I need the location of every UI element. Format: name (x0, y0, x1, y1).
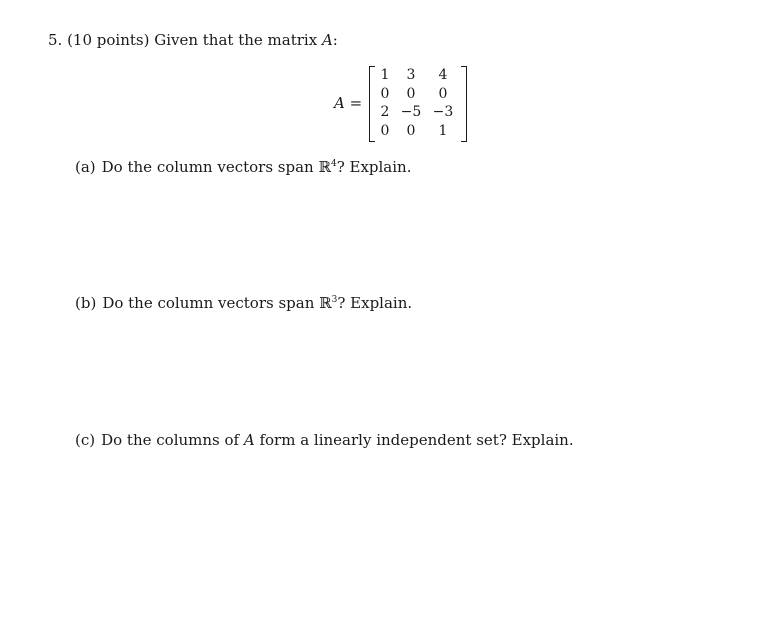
part-a-question (75, 158, 411, 176)
matrix-cell: −5 (400, 104, 422, 120)
problem-header (48, 31, 338, 49)
part-b-text: Do the column vectors span ℝ (102, 294, 332, 312)
matrix-row (376, 103, 458, 122)
part-c-text: Do the columns of (101, 431, 244, 449)
matrix-label (334, 94, 362, 112)
part-c-matrix-variable: A (243, 431, 255, 449)
matrix-cell: 0 (380, 85, 390, 102)
part-b-exponent: 3 (331, 295, 338, 305)
matrix-cell: 1 (380, 67, 390, 83)
matrix-cell: 0 (406, 122, 416, 139)
matrix-left-bracket (369, 66, 375, 142)
matrix-cell: 0 (406, 85, 416, 102)
matrix-cell: 0 (380, 122, 390, 139)
part-c-question (75, 431, 574, 449)
part-c-text-end: form a linearly independent set? Explain. (254, 431, 574, 449)
part-a-text: Do the column vectors span ℝ (101, 158, 331, 176)
header-matrix-variable: A (321, 31, 333, 49)
matrix-cell: −3 (432, 104, 454, 120)
matrix-right-bracket (461, 66, 467, 142)
part-b-question (75, 294, 412, 312)
matrix-cell: 2 (380, 104, 390, 120)
part-b-label: (b) (75, 294, 97, 312)
matrix-equation (334, 64, 474, 142)
matrix-cell: 1 (438, 122, 448, 139)
header-suffix: : (332, 31, 338, 49)
matrix-label-variable: A (334, 94, 345, 112)
part-a-exponent: 4 (330, 159, 337, 169)
matrix-cell: 0 (438, 85, 448, 102)
matrix-row (376, 66, 458, 85)
matrix-row (376, 122, 458, 141)
header-prefix: 5. (10 points) Given that the matrix (48, 31, 322, 49)
matrix-row (376, 85, 458, 104)
matrix-label-equals: = (344, 94, 363, 112)
part-c-label: (c) (75, 431, 96, 449)
matrix-grid (376, 66, 458, 140)
matrix-cell: 4 (438, 67, 448, 83)
part-a-label: (a) (75, 158, 96, 176)
part-a-text-end: ? Explain. (336, 158, 412, 176)
matrix-cell: 3 (406, 67, 416, 83)
part-b-text-end: ? Explain. (337, 294, 413, 312)
